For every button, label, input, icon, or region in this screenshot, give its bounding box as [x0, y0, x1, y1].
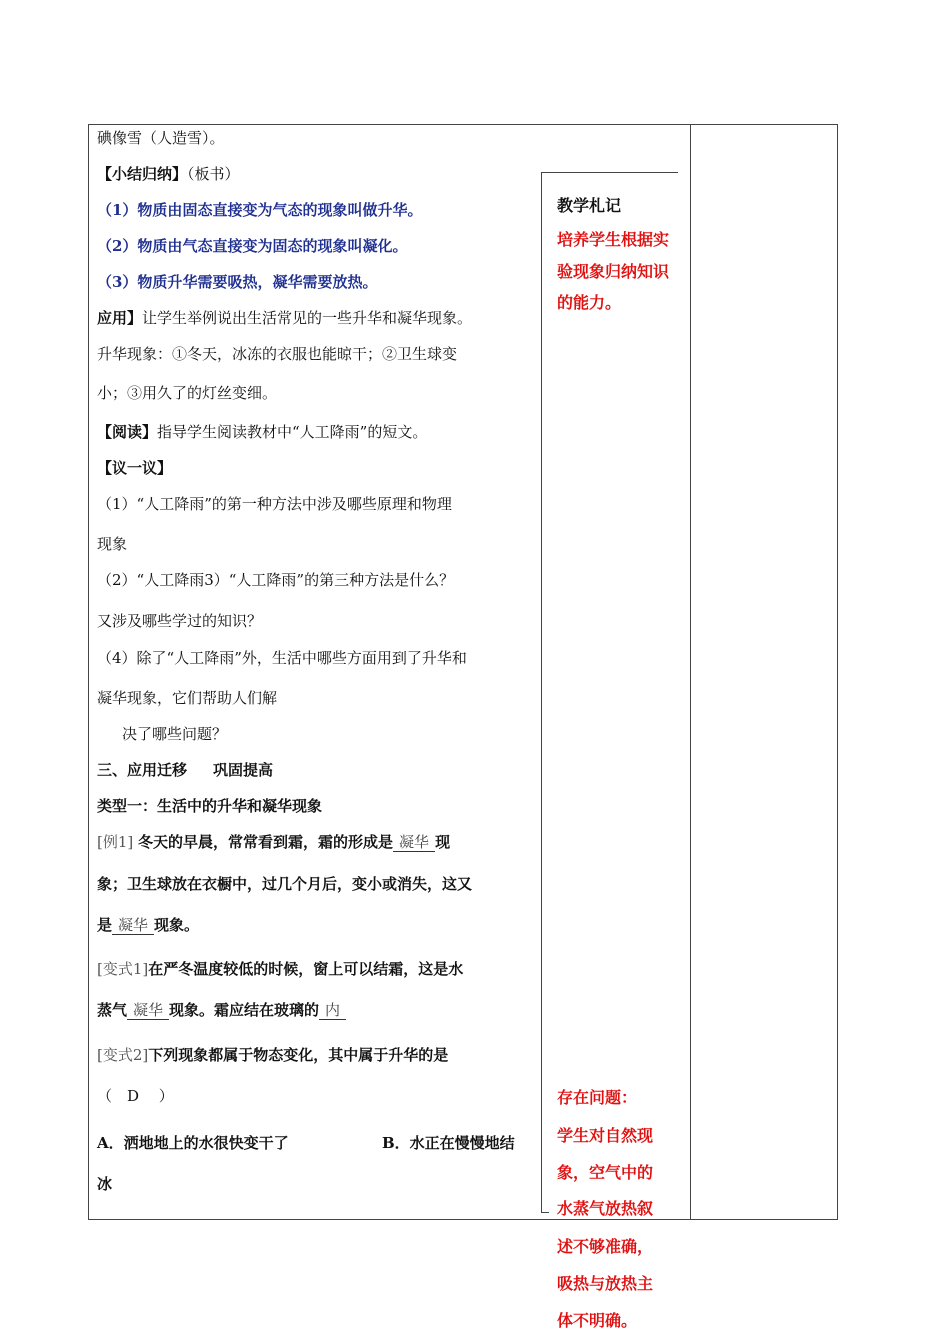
option-a: A．洒地地上的水很快变干了	[97, 1134, 289, 1152]
application-text: 让学生举例说出生活常见的一些升华和凝华现象。	[142, 309, 473, 327]
discussion-q1b: 现象	[97, 535, 128, 553]
discussion-q4b: 凝华现象，它们帮助人们解	[97, 689, 278, 707]
variant-1-text: 在严冬温度较低的时候，窗上可以结霜，这是水	[148, 960, 464, 978]
reading-heading: 【阅读】	[97, 423, 158, 441]
variant-1-line2-pre: 蒸气	[97, 1001, 128, 1019]
variant-2-label: [变式2]	[97, 1046, 149, 1064]
type-one-heading: 类型一：生活中的升华和凝华现象	[97, 797, 323, 815]
variant-1-line1	[97, 959, 463, 979]
variant-1-answer-2: 内	[319, 1001, 346, 1020]
reading-line	[97, 422, 427, 442]
summary-point-3: （3）物质升华需要吸热，凝华需要放热。	[97, 273, 378, 291]
option-b-continued: 冰	[97, 1175, 113, 1193]
discussion-q2b: 又涉及哪些学过的知识？	[97, 612, 263, 630]
variant-1-answer-1: 凝华	[127, 1001, 169, 1020]
problem-line-1: 学生对自然现	[557, 1126, 654, 1145]
notes-column-bottom-border	[541, 1212, 549, 1213]
notes-title: 教学札记	[557, 196, 622, 215]
variant-2-text: 下列现象都属于物态变化，其中属于升华的是	[148, 1046, 449, 1064]
application-line	[97, 308, 472, 328]
example-1-answer-1: 凝华	[393, 833, 435, 852]
discussion-heading: 【议一议】	[97, 459, 173, 477]
table-divider-right	[690, 124, 691, 1220]
notes-goal-line-3: 的能力。	[557, 293, 622, 312]
section-three-part2: 巩固提高	[213, 761, 274, 779]
example-1-line3-post: 现象。	[154, 916, 200, 934]
variant-1-line2	[97, 1000, 346, 1020]
example-1-answer-2: 凝华	[112, 916, 154, 935]
example-1-line2: 象；卫生球放在衣橱中，过几个月后，变小或消失，这又	[97, 875, 473, 893]
discussion-q1a: （1）“人工降雨”的第一种方法中涉及哪些原理和物理	[97, 495, 452, 513]
section-three-part1: 三、应用迁移	[97, 761, 188, 779]
variant-1-line2-mid: 现象。霜应结在玻璃的	[169, 1001, 320, 1019]
summary-heading-line	[97, 164, 240, 184]
notes-column-top-border	[541, 172, 678, 173]
example-1-text: 冬天的早晨，常常看到霜，霜的形成是	[138, 833, 394, 851]
discussion-q4a: （4）除了“人工降雨”外，生活中哪些方面用到了升华和	[97, 649, 467, 667]
example-1-line3-pre: 是	[97, 916, 113, 934]
summary-point-2: （2）物质由气态直接变为固态的现象叫凝化。	[97, 237, 408, 255]
problem-line-2: 象，空气中的	[557, 1163, 654, 1182]
option-b: B．水正在慢慢地结	[382, 1134, 515, 1152]
reading-text: 指导学生阅读教材中“人工降雨”的短文。	[157, 423, 428, 441]
summary-note: （板书）	[187, 165, 240, 183]
example-1-line3	[97, 915, 199, 935]
section-three-heading	[97, 760, 273, 780]
line-iodine-snow: 碘像雪（人造雪）。	[97, 129, 225, 147]
problem-title: 存在问题：	[557, 1088, 638, 1107]
variant-2-line1	[97, 1045, 448, 1065]
problem-line-3: 水蒸气放热叙	[557, 1199, 654, 1218]
notes-goal-line-1: 培养学生根据实	[557, 230, 670, 249]
notes-column-border	[541, 172, 542, 1212]
discussion-q4c: 决了哪些问题？	[122, 725, 228, 743]
problem-line-5: 吸热与放热主	[557, 1274, 654, 1293]
example-1-line1	[97, 832, 450, 852]
variant-1-label: [变式1]	[97, 960, 149, 978]
application-heading: 应用】	[97, 309, 143, 327]
sublimation-examples-2: 小；③用久了的灯丝变细。	[97, 384, 278, 402]
notes-goal-line-2: 验现象归纳知识	[557, 262, 670, 281]
example-1-text-tail: 现	[435, 833, 451, 851]
example-1-label: [例1]	[97, 833, 134, 851]
problem-line-6: 体不明确。	[557, 1311, 638, 1330]
problem-line-4: 述不够准确，	[557, 1237, 654, 1256]
summary-heading: 【小结归纳】	[97, 165, 188, 183]
summary-point-1: （1）物质由固态直接变为气态的现象叫做升华。	[97, 201, 423, 219]
discussion-q2a: （2）“人工降雨3）“人工降雨”的第三种方法是什么？	[97, 571, 455, 589]
sublimation-examples-1: 升华现象：①冬天，冰冻的衣服也能晾干；②卫生球变	[97, 345, 458, 363]
variant-2-answer: （ D ）	[97, 1087, 174, 1105]
